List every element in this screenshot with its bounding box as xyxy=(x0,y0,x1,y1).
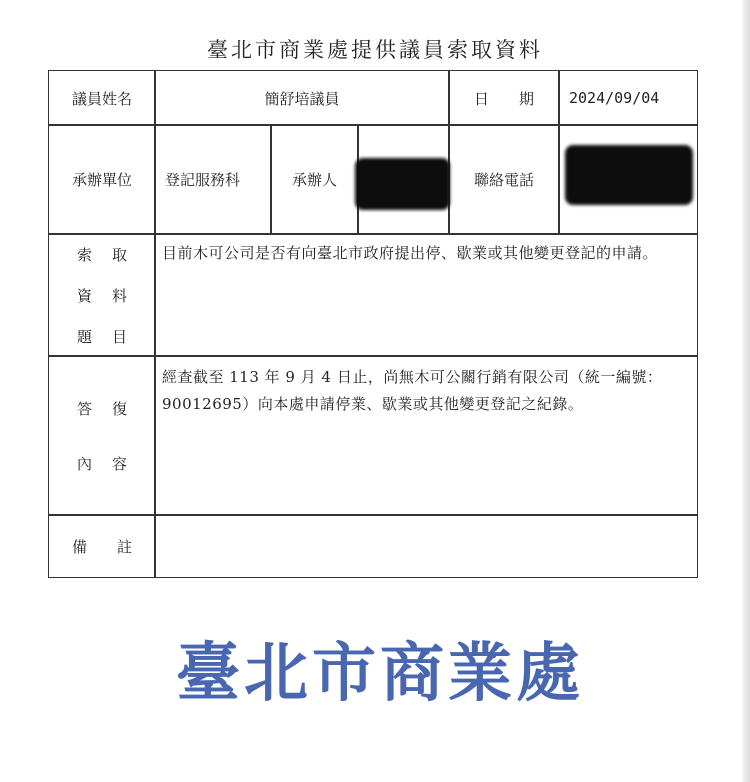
name-value: 簡舒培議員 xyxy=(154,70,450,126)
remark-label: 備 註 xyxy=(48,514,156,578)
date-value: 2024/09/04 xyxy=(558,70,698,126)
redaction-handler xyxy=(355,158,450,210)
remark-value xyxy=(154,514,698,578)
document-title: 臺北市商業處提供議員索取資料 xyxy=(207,38,543,62)
reply-text: 經查截至 113 年 9 月 4 日止，尚無木可公關行銷有限公司（統一編號：90012695）向本處申請停業、歇業或其他變更登記之紀錄。 xyxy=(162,368,663,413)
unit-value: 登記服務科 xyxy=(154,124,272,235)
label-char: 答 xyxy=(76,399,92,418)
reply-label xyxy=(48,355,156,516)
request-label xyxy=(48,233,156,357)
redaction-phone xyxy=(565,145,693,205)
label-char: 料 xyxy=(111,286,127,305)
handler-label: 承辦人 xyxy=(270,124,359,235)
office-stamp: 臺北市商業處 xyxy=(176,636,584,711)
page-edge xyxy=(742,0,750,782)
label-char: 目 xyxy=(111,327,127,346)
phone-label: 聯絡電話 xyxy=(448,124,560,235)
label-char: 取 xyxy=(111,245,127,264)
date-label: 日 期 xyxy=(448,70,560,126)
label-char: 容 xyxy=(111,454,127,473)
name-label: 議員姓名 xyxy=(48,70,156,126)
label-char: 題 xyxy=(76,327,92,346)
label-char: 資 xyxy=(76,286,92,305)
unit-label: 承辦單位 xyxy=(48,124,156,235)
label-char: 復 xyxy=(111,399,127,418)
label-char: 索 xyxy=(76,245,92,264)
label-char: 內 xyxy=(76,454,92,473)
request-text: 目前木可公司是否有向臺北市政府提出停、歇業或其他變更登記的申請。 xyxy=(162,244,659,262)
